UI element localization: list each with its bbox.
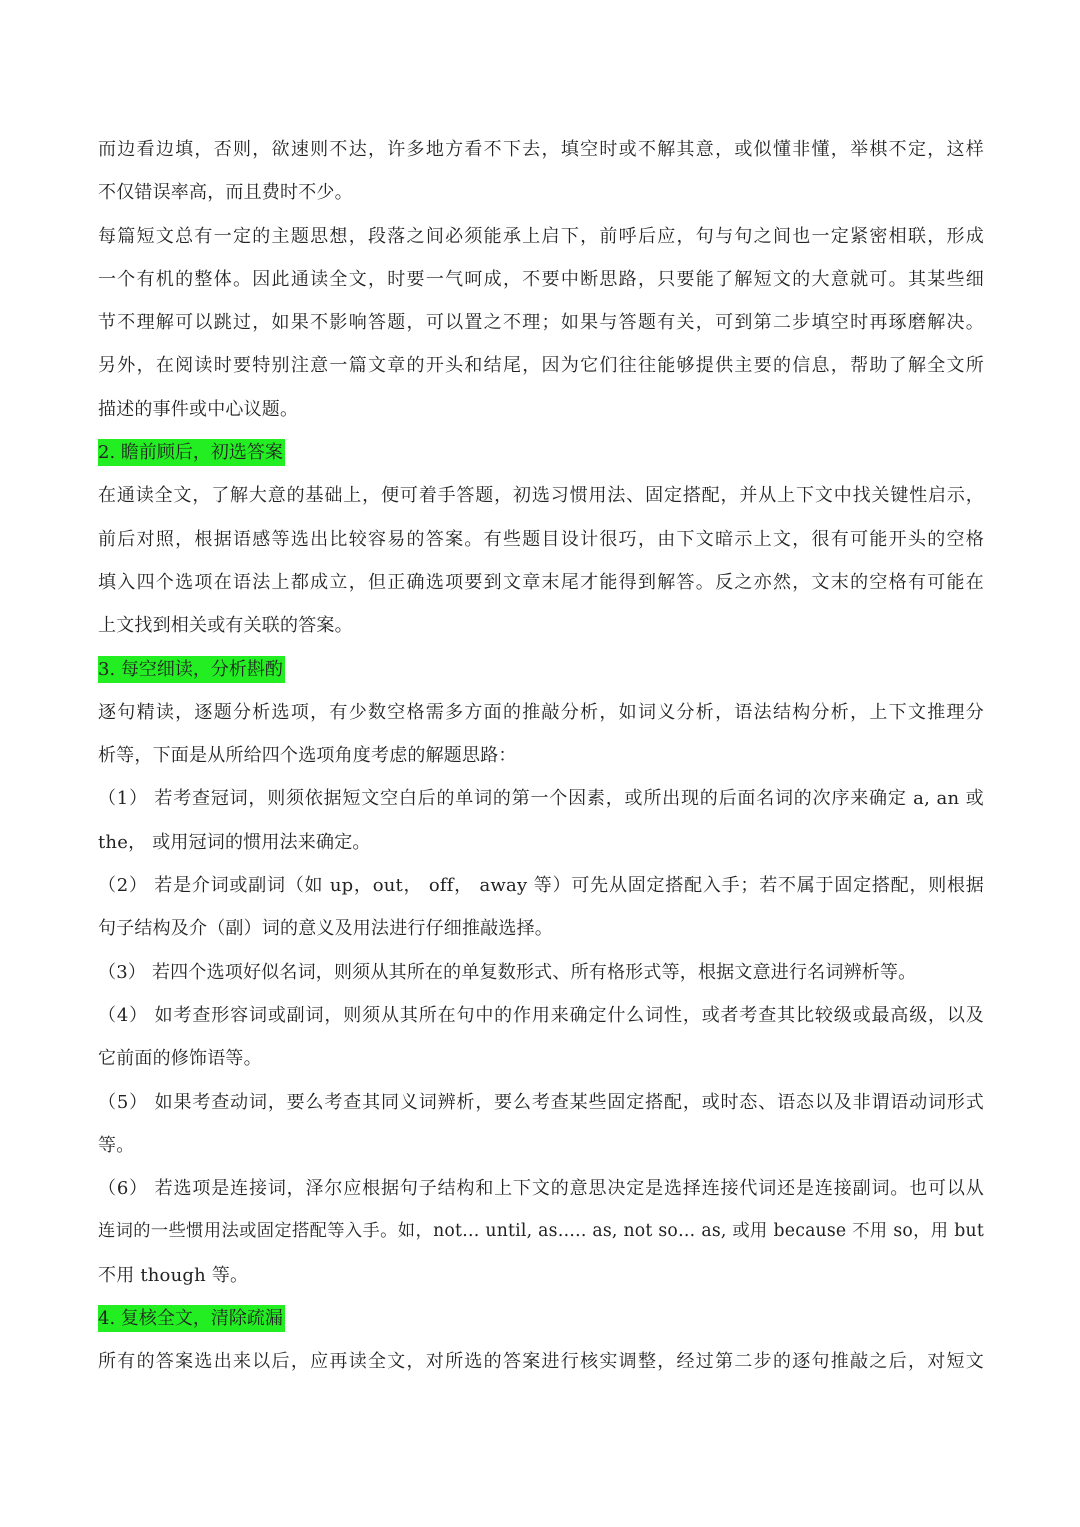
text-line: 另外，在阅读时要特别注意一篇文章的开头和结尾，因为它们往往能够提供主要的信息，帮助了解全文所: [98, 355, 984, 377]
section-heading-label: 4. 复核全文，清除疏漏: [98, 1305, 285, 1332]
section-heading-4: [98, 1297, 984, 1340]
text-line: 不仅错误率高，而且费时不少。: [98, 182, 353, 204]
text-line: 每篇短文总有一定的主题思想，段落之间必须能承上启下，前呼后应，句与句之间也一定紧密相联，形成: [98, 225, 984, 247]
list-item-3: （3） 若四个选项好似名词，则须从其所在的单复数形式、所有格形式等，根据文意进行名词辨析等。: [98, 961, 917, 983]
section-heading-label: 2. 瞻前顾后，初选答案: [98, 439, 285, 466]
list-item-5: （5） 如果考查动词，要么考查其同义词辨析，要么考查某些固定搭配，或时态、语态以及非谓语动词形式: [98, 1091, 984, 1113]
text-line: 析等，下面是从所给四个选项角度考虑的解题思路：: [98, 745, 517, 767]
list-item-4: （4） 如考查形容词或副词，则须从其所在句中的作用来确定什么词性，或者考查其比较级或最高级，以及: [98, 1004, 984, 1026]
document-body: [98, 128, 984, 1384]
section-heading-label: 3. 每空细读，分析斟酌: [98, 656, 285, 683]
text-line: 而边看边填，否则，欲速则不达，许多地方看不下去，填空时或不解其意，或似懂非懂，举棋不定，这样: [98, 139, 984, 160]
text-line: 逐句精读，逐题分析选项，有少数空格需多方面的推敲分析，如词义分析，语法结构分析，上下文推理分: [98, 701, 984, 723]
text-line: 填入四个选项在语法上都成立，但正确选项要到文章末尾才能得到解答。反之亦然，文末的空格有可能在: [98, 571, 984, 593]
list-item-2: （2） 若是介词或副词（如 up，out， off， away 等）可先从固定搭配入手；若不属于固定搭配，则根据: [98, 875, 984, 897]
text-line: 所有的答案选出来以后，应再读全文，对所选的答案进行核实调整，经过第二步的逐句推敲之后，对短文: [98, 1351, 984, 1373]
text-line: 上文找到相关或有关联的答案。: [98, 615, 353, 637]
list-item-6: （6） 若选项是连接词，泽尔应根据句子结构和上下文的意思决定是选择连接代词还是连接副词。也可以从: [98, 1178, 984, 1200]
section-heading-2: [98, 431, 984, 474]
text-line: 节不理解可以跳过，如果不影响答题，可以置之不理；如果与答题有关，可到第二步填空时再琢磨解决。: [98, 312, 984, 334]
text-line: 前后对照，根据语感等选出比较容易的答案。有些题目设计很巧，由下文暗示上文，很有可能开头的空格: [98, 528, 984, 550]
text-line: 描述的事件或中心议题。: [98, 398, 299, 420]
list-item-1: （1） 若考查冠词，则须依据短文空白后的单词的第一个因素，或所出现的后面名词的次序来确定 a, an 或: [98, 788, 984, 810]
text-line: 连词的一些惯用法或固定搭配等入手。如，not… until, as….. as, not so… as, 或用 because 不用 so，用 but: [98, 1221, 984, 1242]
text-line: 一个有机的整体。因此通读全文，时要一气呵成，不要中断思路，只要能了解短文的大意就可。其某些细: [98, 268, 984, 290]
text-line: the， 或用冠词的惯用法来确定。: [98, 831, 371, 853]
text-line: 在通读全文，了解大意的基础上，便可着手答题，初选习惯用法、固定搭配，并从上下文中找关键性启示，: [98, 485, 984, 507]
text-line: 等。: [98, 1134, 135, 1156]
section-heading-3: [98, 648, 984, 691]
text-line: 句子结构及介（副）词的意义及用法进行仔细推敲选择。: [98, 918, 553, 940]
text-line: 它前面的修饰语等。: [98, 1048, 262, 1070]
text-line: 不用 though 等。: [98, 1264, 249, 1286]
